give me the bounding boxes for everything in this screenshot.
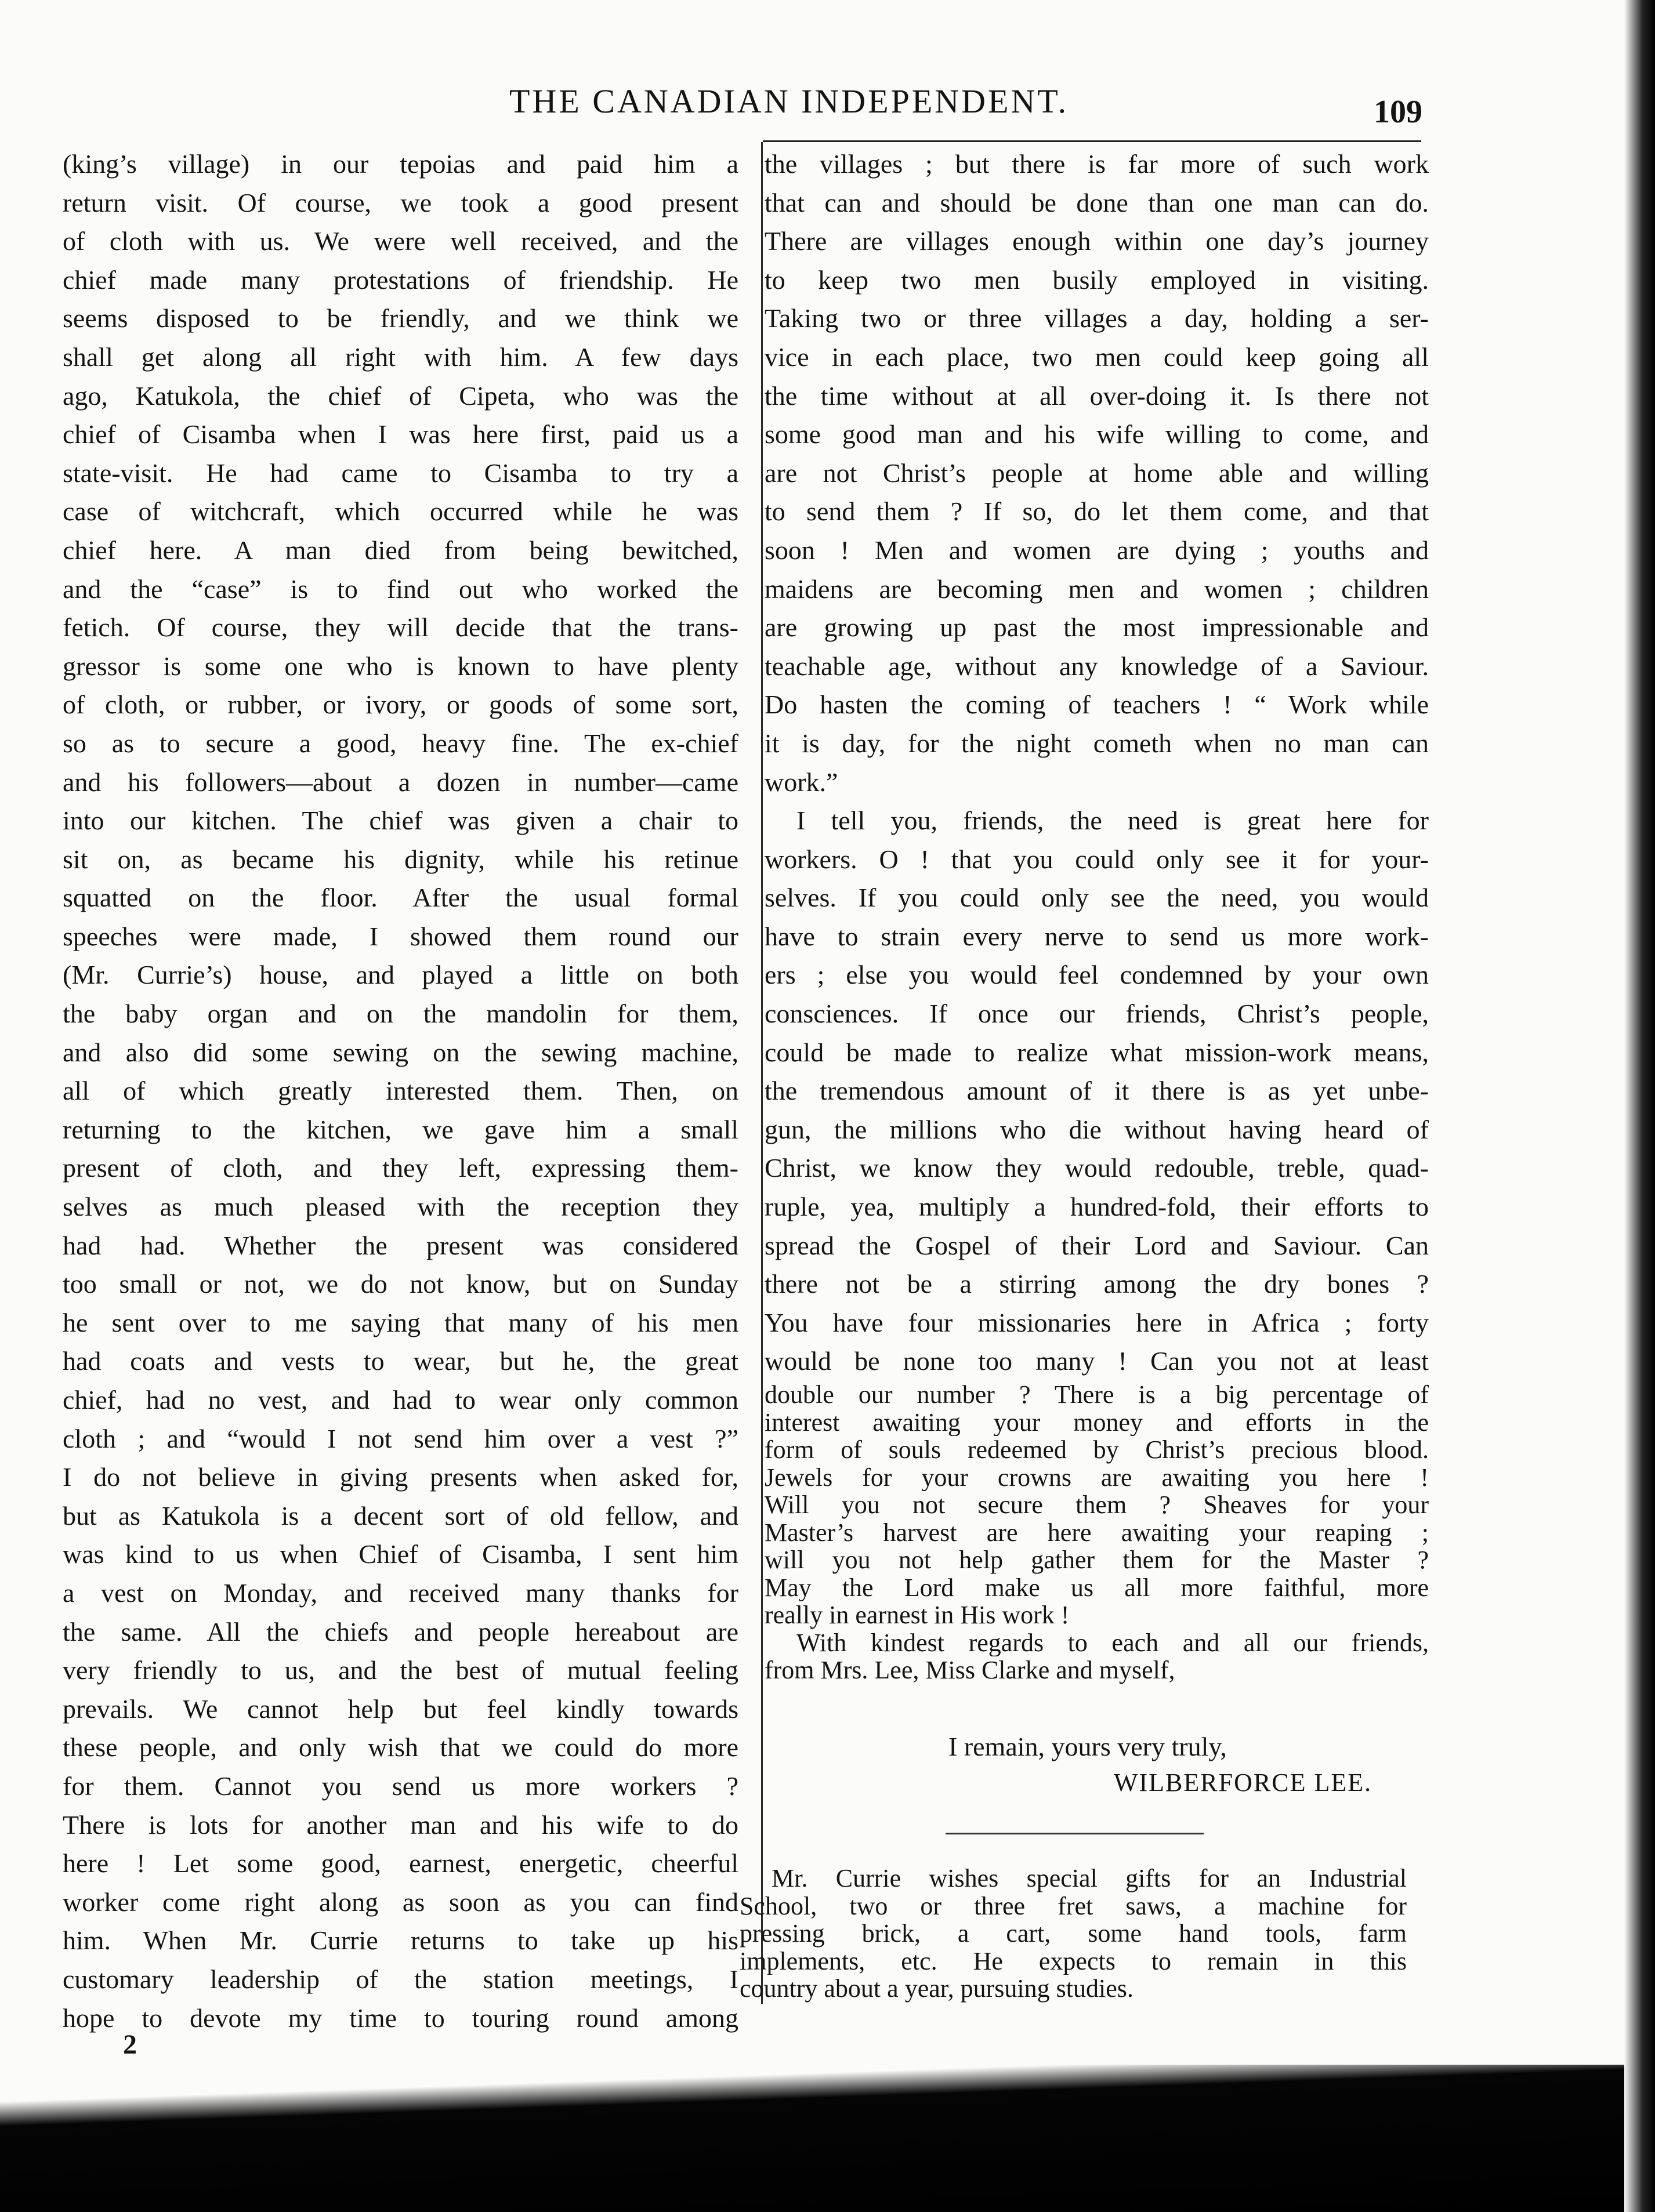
text-line: Jewels for your crowns are awaiting you here ! xyxy=(765,1463,1429,1491)
text-line: there not be a stirring among the dry bones ? xyxy=(765,1269,1429,1299)
text-line: to send them ? If so, do let them come, and that xyxy=(765,496,1429,527)
text-line: customary leadership of the station meetings, I xyxy=(63,1964,738,1994)
text-line: double our number ? There is a big percentage of xyxy=(765,1381,1429,1409)
text-line: Taking two or three villages a day, holding a ser- xyxy=(765,303,1429,333)
text-line: selves as much pleased with the reception they xyxy=(63,1192,738,1222)
text-line: spread the Gospel of their Lord and Saviour. Can xyxy=(765,1230,1429,1260)
text-line: (Mr. Currie’s) house, and played a little on both xyxy=(63,960,738,990)
text-line: gun, the millions who die without having heard of xyxy=(765,1114,1429,1144)
text-line: the villages ; but there is far more of such work xyxy=(765,149,1429,179)
page-header-title: THE CANADIAN INDEPENDENT. xyxy=(509,82,1069,120)
text-line: have to strain every nerve to send us more work- xyxy=(765,921,1429,951)
right-paragraph-1 xyxy=(765,145,1429,802)
text-line: soon ! Men and women are dying ; youths and xyxy=(765,535,1429,565)
text-line: (king’s village) in our tepoias and paid him a xyxy=(63,149,738,179)
text-line: consciences. If once our friends, Christ’s people, xyxy=(765,999,1429,1029)
text-line: country about a year, pursuing studies. xyxy=(740,1975,1133,2003)
text-line: selves. If you could only see the need, you would xyxy=(765,883,1429,913)
text-line: sit on, as became his dignity, while his retinue xyxy=(63,844,738,874)
text-line: for them. Cannot you send us more workers ? xyxy=(63,1771,738,1801)
text-line: vice in each place, two men could keep going all xyxy=(765,342,1429,372)
note-divider xyxy=(946,1833,1204,1834)
text-line: very friendly to us, and the best of mutual feeling xyxy=(63,1655,738,1685)
text-line: the same. All the chiefs and people hereabout are xyxy=(63,1616,738,1647)
text-line: I tell you, friends, the need is great here for xyxy=(796,806,1429,836)
text-line: chief made many protestations of friendship. He xyxy=(63,264,738,295)
text-line: shall get along all right with him. A few days xyxy=(63,342,738,372)
column-divider xyxy=(761,142,763,2004)
text-line: and also did some sewing on the sewing machine, xyxy=(63,1037,738,1067)
text-line: form of souls redeemed by Christ’s precious blood. xyxy=(765,1436,1429,1464)
text-line: With kindest regards to each and all our friends, xyxy=(796,1629,1429,1656)
text-line: could be made to realize what mission-work means, xyxy=(765,1037,1429,1067)
text-line: so as to secure a good, heavy fine. The ex-chief xyxy=(63,728,738,758)
text-line: a vest on Monday, and received many thanks for xyxy=(63,1578,738,1608)
text-line: Will you not secure them ? Sheaves for your xyxy=(765,1491,1429,1519)
text-line: cloth ; and “would I not send him over a vest ?” xyxy=(63,1423,738,1453)
text-line: all of which greatly interested them. Then, on xyxy=(63,1076,738,1106)
text-line: the tremendous amount of it there is as yet unbe- xyxy=(765,1076,1429,1106)
closing-line: I remain, yours very truly, xyxy=(948,1732,1227,1761)
text-line: speeches were made, I showed them round our xyxy=(63,921,738,951)
text-line: of cloth with us. We were well received, and the xyxy=(63,226,738,256)
text-line: implements, etc. He expects to remain in this xyxy=(740,1947,1407,1975)
right-paragraph-2 xyxy=(765,802,1429,1381)
text-line: he sent over to me saying that many of his men xyxy=(63,1307,738,1337)
text-line: Do hasten the coming of teachers ! “ Work while xyxy=(765,690,1429,720)
text-line: ers ; else you would feel condemned by your own xyxy=(765,960,1429,990)
text-line: workers. O ! that you could only see it for your- xyxy=(765,844,1429,874)
text-line: School, two or three fret saws, a machine for xyxy=(740,1892,1407,1920)
text-line: from Mrs. Lee, Miss Clarke and myself, xyxy=(765,1656,1175,1684)
text-line: state-visit. He had came to Cisamba to try a xyxy=(63,458,738,488)
page-number: 109 xyxy=(1374,94,1422,130)
text-line: returning to the kitchen, we gave him a small xyxy=(63,1114,738,1144)
scan-bottom-edge xyxy=(0,2065,1655,2212)
text-line: ago, Katukola, the chief of Cipeta, who was the xyxy=(63,380,738,411)
text-line: May the Lord make us all more faithful, more xyxy=(765,1573,1429,1601)
text-line: return visit. Of course, we took a good present xyxy=(63,187,738,217)
text-line: too small or not, we do not know, but on Sunday xyxy=(63,1269,738,1299)
text-line: You have four missionaries here in Africa ; forty xyxy=(765,1307,1429,1337)
text-line: Master’s harvest are here awaiting your reaping ; xyxy=(765,1518,1429,1546)
text-line: fetich. Of course, they will decide that the trans- xyxy=(63,612,738,643)
text-line: had had. Whether the present was considered xyxy=(63,1230,738,1260)
printer-signature-mark: 2 xyxy=(123,2029,137,2060)
text-line: There is lots for another man and his wife to do xyxy=(63,1810,738,1840)
text-line: I do not believe in giving presents when asked for, xyxy=(63,1462,738,1492)
text-line: maidens are becoming men and women ; children xyxy=(765,574,1429,604)
text-line: chief, had no vest, and had to wear only common xyxy=(63,1385,738,1415)
text-line: ruple, yea, multiply a hundred-fold, their efforts to xyxy=(765,1192,1429,1222)
text-line: would be none too many ! Can you not at least xyxy=(765,1346,1429,1376)
text-line: work.” xyxy=(765,767,838,797)
right-paragraph-4 xyxy=(765,1629,1429,1684)
text-line: the time without at all over-doing it. Is there not xyxy=(765,380,1429,411)
text-line: teachable age, without any knowledge of a Saviour. xyxy=(765,651,1429,681)
text-line: gressor is some one who is known to have plenty xyxy=(63,651,738,681)
text-line: seems disposed to be friendly, and we think we xyxy=(63,303,738,333)
scan-right-edge xyxy=(1624,0,1655,2212)
text-line: it is day, for the night cometh when no man can xyxy=(765,728,1429,758)
text-line: into our kitchen. The chief was given a chair to xyxy=(63,806,738,836)
right-column xyxy=(765,145,1429,1684)
header-rule xyxy=(763,140,1421,142)
text-line: him. When Mr. Currie returns to take up his xyxy=(63,1925,738,1956)
text-line: here ! Let some good, earnest, energetic, cheerful xyxy=(63,1848,738,1879)
right-paragraph-3 xyxy=(765,1381,1429,1629)
text-line: are not Christ’s people at home able and willing xyxy=(765,458,1429,488)
text-line: Christ, we know they would redouble, treble, quad- xyxy=(765,1153,1429,1183)
text-line: worker come right along as soon as you can find xyxy=(63,1887,738,1917)
text-line: of cloth, or rubber, or ivory, or goods of some sort, xyxy=(63,690,738,720)
text-line: these people, and only wish that we could do more xyxy=(63,1732,738,1763)
text-line: but as Katukola is a decent sort of old fellow, and xyxy=(63,1500,738,1531)
signature: WILBERFORCE LEE. xyxy=(1114,1768,1372,1797)
text-line: was kind to us when Chief of Cisamba, I sent him xyxy=(63,1539,738,1569)
text-line: will you not help gather them for the Master ? xyxy=(765,1546,1429,1574)
text-line: squatted on the floor. After the usual formal xyxy=(63,883,738,913)
editor-note xyxy=(740,1865,1407,2003)
text-line: really in earnest in His work ! xyxy=(765,1601,1070,1629)
text-line: and the “case” is to find out who worked the xyxy=(63,574,738,604)
text-line: to keep two men busily employed in visiting. xyxy=(765,264,1429,295)
text-line: prevails. We cannot help but feel kindly towards xyxy=(63,1694,738,1724)
text-line: present of cloth, and they left, expressing them- xyxy=(63,1153,738,1183)
text-line: interest awaiting your money and efforts in the xyxy=(765,1408,1429,1436)
text-line: had coats and vests to wear, but he, the great xyxy=(63,1346,738,1376)
text-line: chief here. A man died from being bewitched, xyxy=(63,535,738,565)
text-line: hope to devote my time to touring round among xyxy=(63,2003,738,2033)
text-line: chief of Cisamba when I was here first, paid us a xyxy=(63,419,738,449)
left-column xyxy=(63,145,738,2037)
text-line: some good man and his wife willing to come, and xyxy=(765,419,1429,449)
text-line: Mr. Currie wishes special gifts for an Industrial xyxy=(772,1865,1407,1892)
text-line: the baby organ and on the mandolin for them, xyxy=(63,999,738,1029)
text-line: are growing up past the most impressionable and xyxy=(765,612,1429,643)
text-line: pressing brick, a cart, some hand tools, farm xyxy=(740,1920,1407,1948)
text-line: and his followers—about a dozen in number—came xyxy=(63,767,738,797)
text-line: There are villages enough within one day’s journey xyxy=(765,226,1429,256)
text-line: that can and should be done than one man can do. xyxy=(765,187,1429,217)
text-line: case of witchcraft, which occurred while he was xyxy=(63,496,738,527)
